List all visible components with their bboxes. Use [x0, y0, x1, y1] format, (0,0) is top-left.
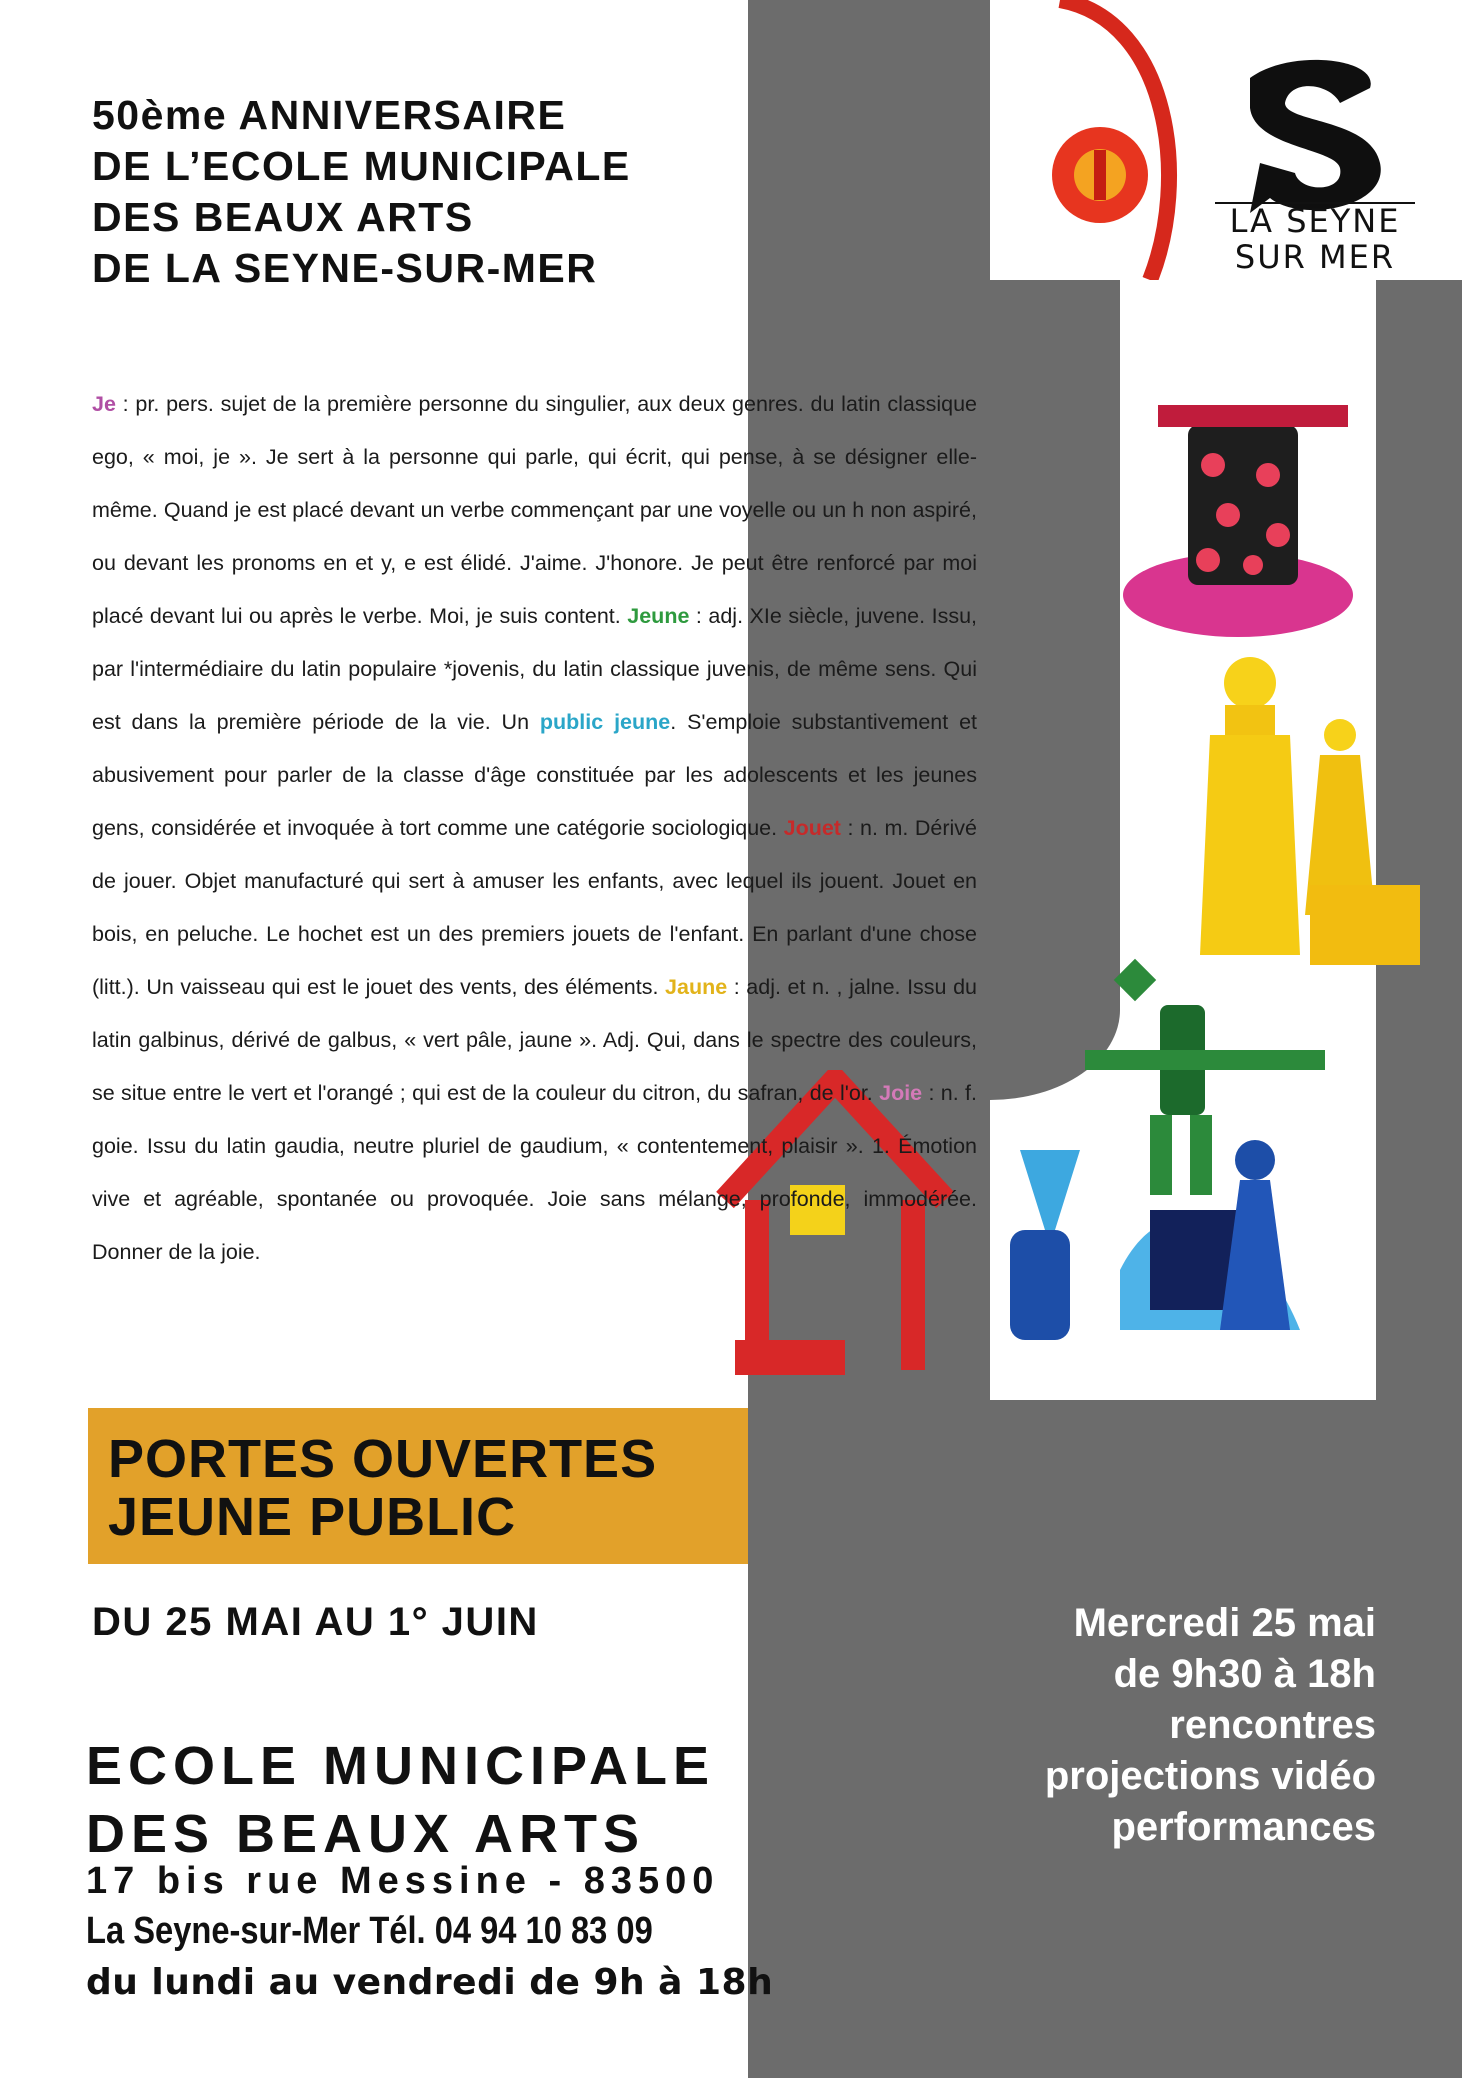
blue-toys-image [1000, 1130, 1320, 1360]
open-house-banner [88, 1408, 748, 1564]
school-city-phone: La Seyne-sur-Mer Tél. 04 94 10 83 09 [86, 1910, 653, 1952]
definition-text: : n. m. Dérivé de jouer. Objet manufacturé qui sert à amuser les enfants, avec lequel ils jouent. Jouet en bois, en peluche. Le hochet est un des premiers jouets de l'enfant. En parlant d'une chose (litt.). Un vaisseau qui est le jouet des vents, des éléments. [92, 816, 977, 999]
red-hose-toy [1020, 0, 1220, 280]
event-line: projections vidéo [1044, 1754, 1376, 1798]
banner-text [108, 1430, 657, 1546]
term-joie: Joie [879, 1081, 923, 1105]
anniversary-title [92, 90, 631, 294]
title-line: 50ème ANNIVERSAIRE [92, 92, 567, 138]
event-dates: DU 25 MAI AU 1° JUIN [92, 1600, 539, 1644]
banner-line: JEUNE PUBLIC [108, 1487, 517, 1547]
school-hours: du lundi au vendredi de 9h à 18h [86, 1962, 774, 2003]
definitions-paragraph [92, 378, 977, 1279]
definition-text: : n. f. goie. Issu du latin gaudia, neutre pluriel de gaudium, « contentement, plaisir ». 1. Émotion vive et agréable, spontanée ou provoquée. Joie sans mélange, profonde, immodérée. Donner de la joie. [92, 1081, 977, 1264]
title-line: DE L’ECOLE MUNICIPALE [92, 143, 631, 189]
event-line: performances [1111, 1805, 1376, 1849]
school-line: ECOLE MUNICIPALE [86, 1736, 716, 1796]
logo-text-line1: LA SEYNE [1215, 202, 1415, 238]
title-line: DE LA SEYNE-SUR-MER [92, 245, 598, 291]
term-public-jeune: public jeune [539, 710, 671, 734]
definition-text: . S'emploie substantivement et abusivement pour parler de la classe d'âge constituée par les adolescents et les jeunes gens, considérée et invoquée à tort comme une catégorie sociologique. [92, 710, 978, 840]
yellow-skittles-image [1180, 655, 1430, 985]
school-name [86, 1732, 715, 1868]
term-jouet: Jouet [783, 816, 841, 840]
event-line: rencontres [1169, 1703, 1376, 1747]
la-seyne-logo-icon [1230, 48, 1400, 218]
logo-text-line2: SUR MER [1234, 238, 1396, 276]
definition-text: : adj. et n. , jalne. Issu du latin galbinus, dérivé de galbus, « vert pâle, jaune ». Adj. Qui, dans le spectre des couleurs, se situe entre le vert et l'orangé ; qui est de la couleur du citron, du safran, de l'or. [92, 975, 977, 1105]
event-line: Mercredi 25 mai [1073, 1601, 1376, 1645]
term-je: Je [92, 392, 116, 416]
definition-text: : adj. XIe siècle, juvene. Issu, par l'intermédiaire du latin populaire *jovenis, du latin classique juvenis, de même sens. Qui est dans la première période de la vie. Un [92, 604, 978, 734]
term-jaune: Jaune [665, 975, 728, 999]
definition-text: : pr. pers. sujet de la première personne du singulier, aux deux genres. du latin classique ego, « moi, je ». Je sert à la personne qui parle, qui écrit, qui pense, à se désigner elle-même. Quand je est placé devant un verbe commençant par une voyelle ou un h non aspiré, ou devant les pronoms en et y, e est élidé. J'aime. J'honore. Je peut être renforcé par moi placé devant lui ou après le verbe. Moi, je suis content. [92, 392, 977, 628]
event-details [816, 1598, 1376, 1853]
title-line: DES BEAUX ARTS [92, 194, 474, 240]
flower-boot-hat-image [1118, 385, 1358, 645]
event-line: de 9h30 à 18h [1113, 1652, 1376, 1696]
school-address: 17 bis rue Messine - 83500 [86, 1860, 720, 1902]
school-line: DES BEAUX ARTS [86, 1804, 646, 1864]
banner-line: PORTES OUVERTES [108, 1429, 658, 1489]
term-jeune: Jeune [627, 604, 690, 628]
logo-area [990, 0, 1462, 280]
